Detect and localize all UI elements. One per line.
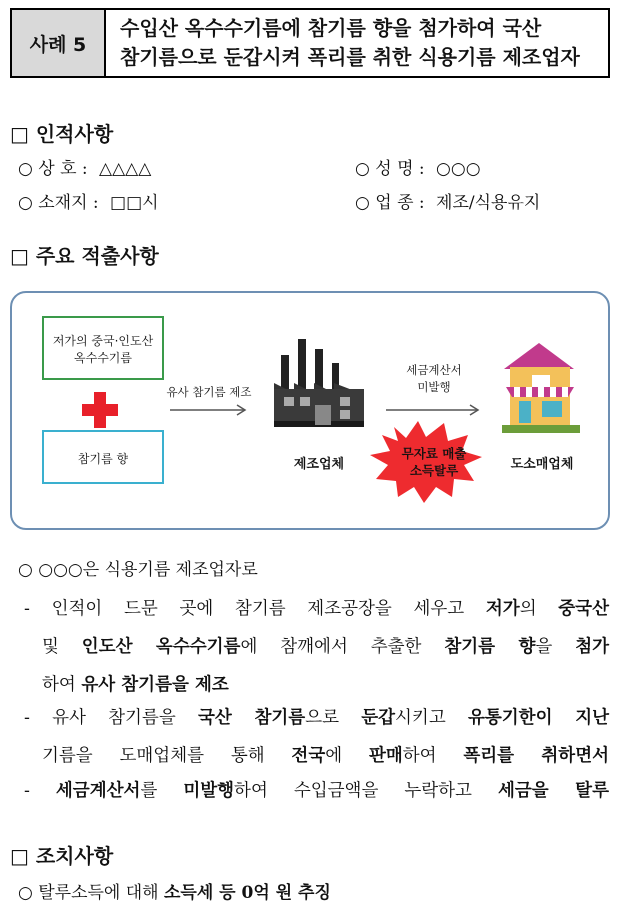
location-row xyxy=(18,188,159,213)
representative-row xyxy=(355,154,481,179)
measures-line: ○ 탈루소득에 대해 소득세 등 0억 원 추징 xyxy=(18,883,331,903)
industry-value: 제조/식용유지 xyxy=(436,193,541,213)
factory-label: 제조업체 xyxy=(293,457,345,472)
representative-value: ○○○ xyxy=(436,159,481,179)
industry-label: ○ 업 종 : xyxy=(355,193,425,213)
intro-line: ○ ○○○은 식용기름 제조업자로 xyxy=(18,560,258,580)
business-name-value: △△△△ xyxy=(99,159,152,179)
plus-icon xyxy=(82,392,118,428)
finding-1-line3: 하여 유사 참기름을 제조 xyxy=(42,675,229,695)
invoice-arrow-label xyxy=(389,362,479,396)
invoice-arrow-label-line2: 미발행 xyxy=(417,380,451,394)
case-title xyxy=(106,10,608,76)
burst-label-line2: 소득탈루 xyxy=(409,463,459,478)
scheme-diagram xyxy=(10,291,610,530)
location-value: □□시 xyxy=(110,193,159,213)
scheme-diagram-graphics xyxy=(12,293,608,528)
location-label: ○ 소재지 : xyxy=(18,193,99,213)
section-personal-heading: □ 인적사항 xyxy=(10,122,114,146)
arrow-right-icon xyxy=(170,405,245,415)
factory-icon xyxy=(274,339,364,427)
arrow-right-icon xyxy=(386,405,478,415)
case-title-line2: 참기름으로 둔갑시켜 폭리를 취한 식용기름 제조업자 xyxy=(120,45,580,69)
case-header xyxy=(10,8,610,78)
store-label: 도소매업체 xyxy=(510,457,574,472)
invoice-arrow-label-line1: 세금계산서 xyxy=(406,363,462,377)
source-oil-label-line2: 옥수수기름 xyxy=(74,351,132,365)
finding-paragraph-3 xyxy=(24,772,609,810)
finding-paragraph-2 xyxy=(24,699,609,775)
burst-label xyxy=(384,445,484,479)
representative-label: ○ 성 명 : xyxy=(355,159,425,179)
burst-label-line1: 무자료 매출 xyxy=(401,446,467,461)
source-oil-label-line1: 저가의 중국·인도산 xyxy=(52,334,154,348)
section-findings-heading: □ 주요 적출사항 xyxy=(10,244,159,268)
case-tag: 사례 5 xyxy=(12,10,106,76)
store-icon xyxy=(502,343,580,433)
case-title-line1: 수입산 옥수수기름에 참기름 향을 첨가하여 국산 xyxy=(120,16,542,40)
source-oil-label xyxy=(43,333,163,367)
flavor-label: 참기름 향 xyxy=(77,452,129,466)
section-measures-heading: □ 조치사항 xyxy=(10,844,114,868)
business-name-label: ○ 상 호 : xyxy=(18,159,88,179)
finding-2-line2: 기름을 도매업체를 통해 전국에 판매하여 폭리를 취하면서 xyxy=(42,746,610,766)
finding-1-line1: - 인적이 드문 곳에 참기름 제조공장을 세우고 저가의 중국산 xyxy=(24,599,609,619)
finding-paragraph-1 xyxy=(24,590,609,704)
manufacture-arrow-label: 유사 참기름 제조 xyxy=(166,385,252,399)
finding-1-line2: 및 인도산 옥수수기름에 참깨에서 추출한 참기름 향을 첨가 xyxy=(42,637,610,657)
business-name-row xyxy=(18,154,151,179)
industry-row xyxy=(355,188,540,213)
finding-3-line1: - 세금계산서를 미발행하여 수입금액을 누락하고 세금을 탈루 xyxy=(24,781,609,801)
finding-2-line1: - 유사 참기름을 국산 참기름으로 둔갑시키고 유통기한이 지난 xyxy=(24,708,610,728)
